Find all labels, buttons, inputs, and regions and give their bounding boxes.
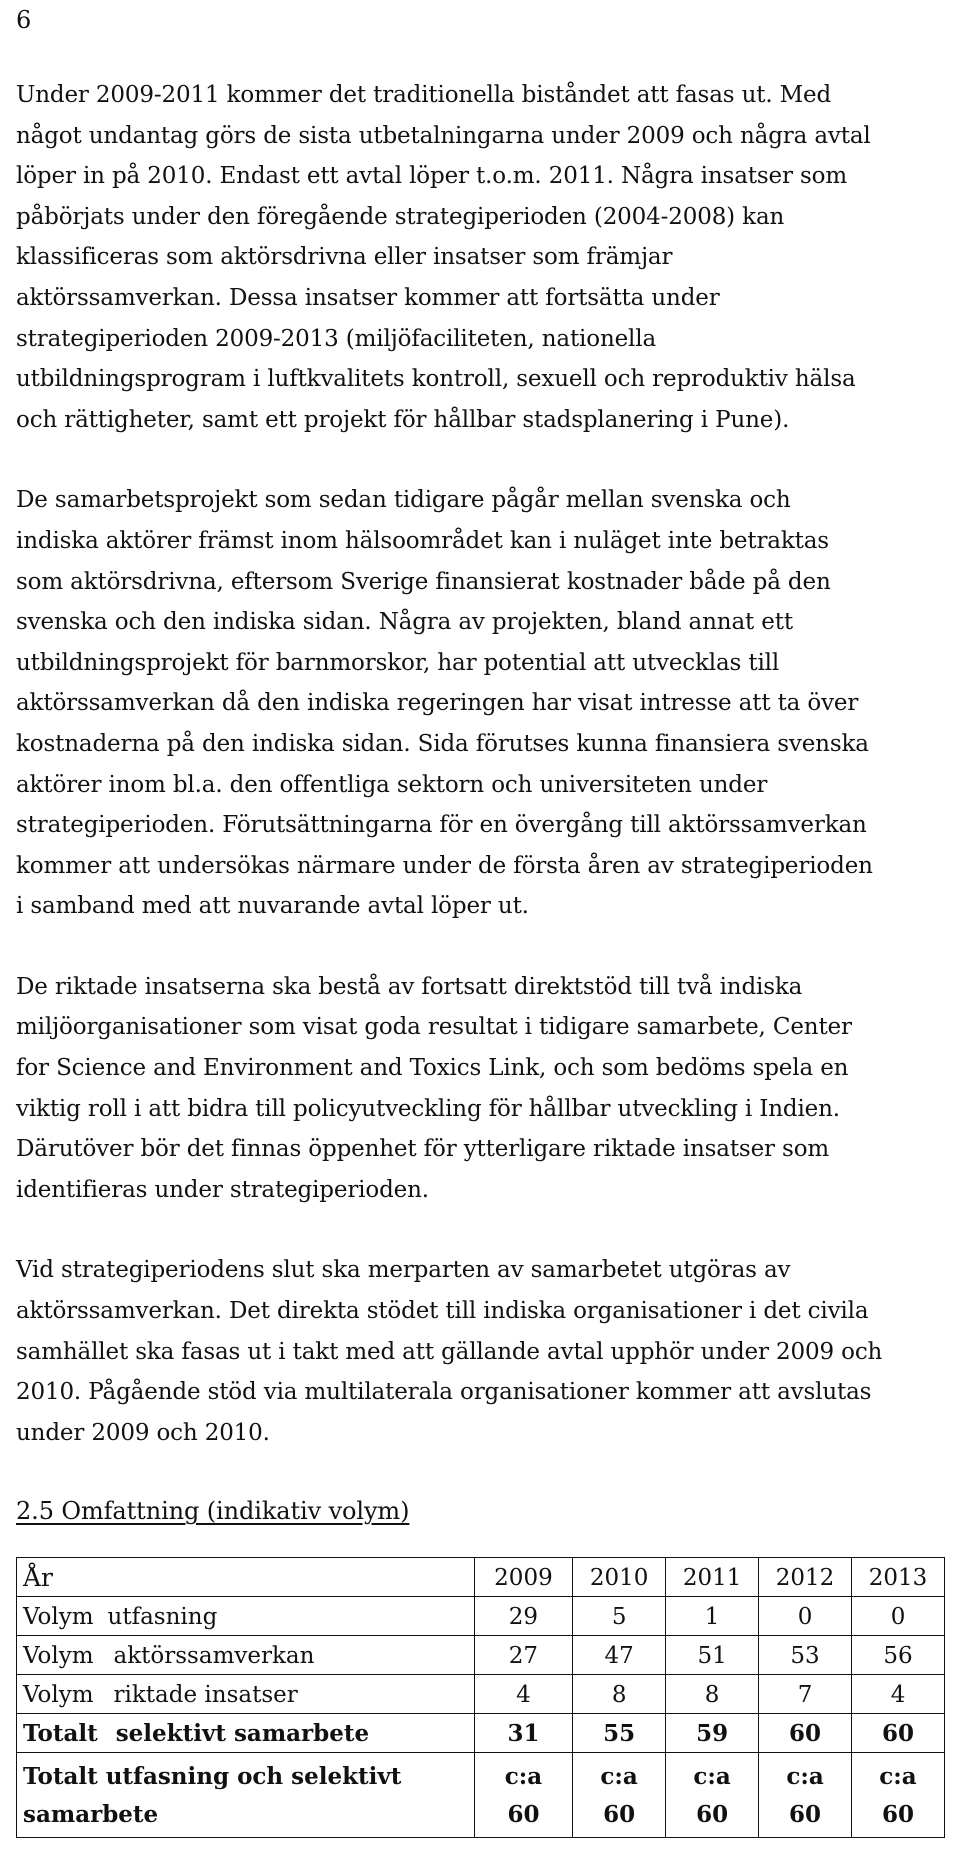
- table-header-year: 2011: [666, 1558, 759, 1597]
- table-cell: 56: [852, 1636, 945, 1675]
- document-body: [16, 75, 946, 1838]
- table-cell: c:a 60: [666, 1753, 759, 1838]
- table-cell: 59: [666, 1714, 759, 1753]
- row-label: Volym aktörssamverkan: [17, 1636, 475, 1675]
- paragraph-cooperation-projects: De samarbetsprojekt som sedan tidigare pågår mellan svenska och indiska aktörer främst inom hälsoområdet kan i nuläget inte betraktas som aktörsdrivna, eftersom Sverige finansierat kostnader både på den svenska och den indiska sidan. Några av projekten, bland annat ett utbildningsprojekt för barnmorskor, har potential att utvecklas till aktörssamverkan då den indiska regeringen har visat intresse att ta över kostnaderna på den indiska sidan. Sida förutses kunna finansiera svenska aktörer inom bl.a. den offentliga sektorn och universiteten under strategiperioden. Förutsättningarna för en övergång till aktörssamverkan kommer att undersökas närmare under de första åren av strategiperioden i samband med att nuvarande avtal löper ut.: [16, 487, 873, 920]
- table-cell: c:a 60: [759, 1753, 852, 1838]
- table-header-year: 2010: [573, 1558, 666, 1597]
- paragraph-targeted-efforts: De riktade insatserna ska bestå av fortsatt direktstöd till två indiska miljöorganisationer som visat goda resultat i tidigare samarbete, Center for Science and Environment and Toxics Link, och som bedöms spela en viktig roll i att bidra till policyutveckling för hållbar utveckling i Indien. Därutöver bör det finnas öppenhet för ytterligare riktade insatser som identifieras under strategiperioden.: [16, 973, 852, 1203]
- table-header-year: 2013: [852, 1558, 945, 1597]
- table-cell: 51: [666, 1636, 759, 1675]
- row-label: Volym utfasning: [17, 1597, 475, 1636]
- table-cell: 0: [852, 1597, 945, 1636]
- table-cell: c:a 60: [573, 1753, 666, 1838]
- table-header-row: [17, 1558, 945, 1597]
- table-row-utfasning: [17, 1597, 945, 1636]
- table-cell: 5: [573, 1597, 666, 1636]
- section-heading: 2.5 Omfattning (indikativ volym): [16, 1497, 410, 1526]
- table-cell: 4: [474, 1675, 572, 1714]
- table-row-totalt-all: [17, 1753, 945, 1838]
- table-cell: 8: [573, 1675, 666, 1714]
- table-cell: 60: [852, 1714, 945, 1753]
- table-cell: 27: [474, 1636, 572, 1675]
- paragraph-phase-out: Under 2009-2011 kommer det traditionella biståndet att fasas ut. Med något undantag görs de sista utbetalningarna under 2009 och några avtal löper in på 2010. Endast ett avtal löper t.o.m. 2011. Några insatser som påbörjats under den föregående strategiperioden (2004-2008) kan klassificeras som aktörsdrivna eller insatser som främjar aktörssamverkan. Dessa insatser kommer att fortsätta under strategiperioden 2009-2013 (miljöfaciliteten, nationella utbildningsprogram i luftkvalitets kontroll, sexuell och reproduktiv hälsa och rättigheter, samt ett projekt för hållbar stadsplanering i Pune).: [16, 82, 871, 433]
- table-row-aktorssamverkan: [17, 1636, 945, 1675]
- paragraph-period-end: Vid strategiperiodens slut ska merparten av samarbetet utgöras av aktörssamverkan. Det direkta stödet till indiska organisationer i det civila samhället ska fasas ut i takt med att gällande avtal upphör under 2009 och 2010. Pågående stöd via multilaterala organisationer kommer att avslutas under 2009 och 2010.: [16, 1257, 883, 1446]
- table-cell: 7: [759, 1675, 852, 1714]
- table-cell: 4: [852, 1675, 945, 1714]
- table-header-label: År: [17, 1558, 475, 1597]
- table-cell: 55: [573, 1714, 666, 1753]
- table-header-year: 2009: [474, 1558, 572, 1597]
- row-label: Totalt utfasning och selektivt samarbete: [17, 1753, 475, 1838]
- table-cell: 47: [573, 1636, 666, 1675]
- table-cell: 31: [474, 1714, 572, 1753]
- volume-table: [16, 1557, 945, 1838]
- table-cell: c:a 60: [852, 1753, 945, 1838]
- table-cell: c:a 60: [474, 1753, 572, 1838]
- table-cell: 60: [759, 1714, 852, 1753]
- row-label: Volym riktade insatser: [17, 1675, 475, 1714]
- table-row-totalt-selektivt: [17, 1714, 945, 1753]
- table-cell: 53: [759, 1636, 852, 1675]
- page-number: 6: [16, 6, 32, 34]
- table-cell: 29: [474, 1597, 572, 1636]
- table-row-riktade-insatser: [17, 1675, 945, 1714]
- table-cell: 0: [759, 1597, 852, 1636]
- table-header-year: 2012: [759, 1558, 852, 1597]
- table-cell: 8: [666, 1675, 759, 1714]
- row-label: Totalt selektivt samarbete: [17, 1714, 475, 1753]
- table-cell: 1: [666, 1597, 759, 1636]
